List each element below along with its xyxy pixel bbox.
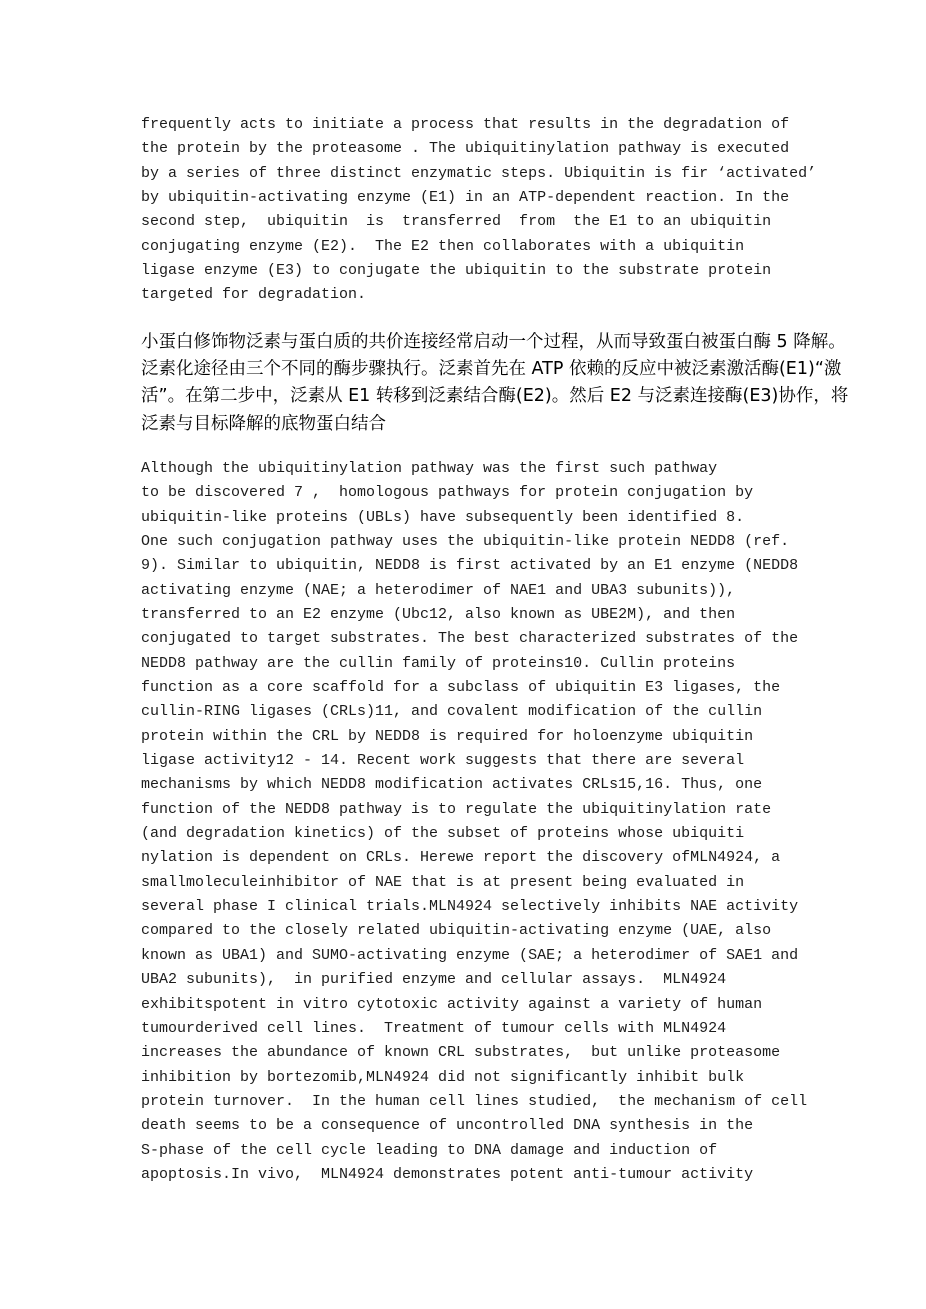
text-line: activating enzyme (NAE; a heterodimer of NAE1 and UBA3 subunits)), [141, 581, 736, 599]
text-line: UBA2 subunits), in purified enzyme and cellular assays. MLN4924 [141, 971, 727, 989]
text-line: compared to the closely related ubiquitin-activating enzyme (UAE, also [141, 922, 772, 940]
text-line: protein turnover. In the human cell lines studied, the mechanism of cell [141, 1092, 808, 1110]
text-line: frequently acts to initiate a process that results in the degradation of [141, 116, 790, 133]
text-line: second step, ubiquitin is transferred from the E1 to an ubiquitin [141, 213, 772, 231]
text-line: the protein by the proteasome . The ubiquitinylation pathway is executed [141, 140, 790, 158]
paragraph-english-1 [141, 113, 817, 308]
text-line: 小蛋白修饰物泛素与蛋白质的共价连接经常启动一个过程，从而导致蛋白被蛋白酶 5 降解。 [141, 331, 846, 352]
text-line: transferred to an E2 enzyme (Ubc12, also known as UBE2M), and then [141, 606, 736, 623]
text-line: known as UBA1) and SUMO-activating enzyme (SAE; a heterodimer of SAE1 and [141, 946, 799, 964]
text-line: (and degradation kinetics) of the subset of proteins whose ubiquiti [141, 825, 745, 843]
text-line: mechanisms by which NEDD8 modification activates CRLs15,16. Thus, one [141, 776, 763, 794]
text-line: 泛素与目标降解的底物蛋白结合 [141, 413, 386, 434]
text-line: targeted for degradation. [141, 286, 367, 304]
text-line: Although the ubiquitinylation pathway was the first such pathway [141, 459, 718, 477]
text-line: by a series of three distinct enzymatic steps. Ubiquitin is fir ‘activated’ [141, 164, 817, 182]
paragraph-english-2 [141, 457, 811, 1187]
text-line: NEDD8 pathway are the cullin family of proteins10. Cullin proteins [141, 654, 736, 672]
text-line: several phase I clinical trials.MLN4924 selectively inhibits NAE activity [141, 898, 799, 916]
text-line: One such conjugation pathway uses the ubiquitin-like protein NEDD8 (ref. [141, 532, 790, 550]
text-line: S-phase of the cell cycle leading to DNA damage and induction of [141, 1141, 718, 1159]
text-line: smallmoleculeinhibitor of NAE that is at present being evaluated in [141, 873, 745, 891]
text-line: 活”。在第二步中，泛素从 E1 转移到泛素结合酶(E2)。然后 E2 与泛素连接酶(E3)协作，将 [141, 386, 849, 407]
text-line: protein within the CRL by NEDD8 is required for holoenzyme ubiquitin [141, 727, 754, 745]
text-line: increases the abundance of known CRL substrates, but unlike proteasome [141, 1044, 781, 1062]
text-line: exhibitspotent in vitro cytotoxic activity against a variety of human [141, 995, 763, 1013]
text-line: by ubiquitin-activating enzyme (E1) in an ATP-dependent reaction. In the [141, 189, 790, 207]
document-body [141, 113, 849, 1187]
text-line: nylation is dependent on CRLs. Herewe report the discovery ofMLN4924, a [141, 849, 781, 867]
text-line: function of the NEDD8 pathway is to regulate the ubiquitinylation rate [141, 800, 772, 818]
text-line: to be discovered 7 , homologous pathways for protein conjugation by [141, 484, 754, 502]
text-line: function as a core scaffold for a subclass of ubiquitin E3 ligases, the [141, 679, 781, 697]
text-line: conjugating enzyme (E2). The E2 then collaborates with a ubiquitin [141, 237, 745, 255]
text-line: ligase activity12 - 14. Recent work suggests that there are several [141, 752, 745, 770]
text-line: conjugated to target substrates. The best characterized substrates of the [141, 630, 799, 648]
text-line: inhibition by bortezomib,MLN4924 did not significantly inhibit bulk [141, 1068, 745, 1086]
text-line: ligase enzyme (E3) to conjugate the ubiquitin to the substrate protein [141, 262, 772, 280]
paragraph-chinese [141, 329, 849, 438]
text-line: 泛素化途径由三个不同的酶步骤执行。泛素首先在 ATP 依赖的反应中被泛素激活酶(E1)“激 [141, 359, 842, 380]
text-line: tumourderived cell lines. Treatment of tumour cells with MLN4924 [141, 1019, 727, 1037]
text-line: 9). Similar to ubiquitin, NEDD8 is first activated by an E1 enzyme (NEDD8 [141, 557, 799, 575]
text-line: apoptosis.In vivo, MLN4924 demonstrates potent anti-tumour activity [141, 1165, 754, 1183]
text-line: cullin-RING ligases (CRLs)11, and covalent modification of the cullin [141, 703, 763, 721]
text-line: death seems to be a consequence of uncontrolled DNA synthesis in the [141, 1117, 754, 1135]
text-line: ubiquitin-like proteins (UBLs) have subsequently been identified 8. [141, 508, 745, 526]
